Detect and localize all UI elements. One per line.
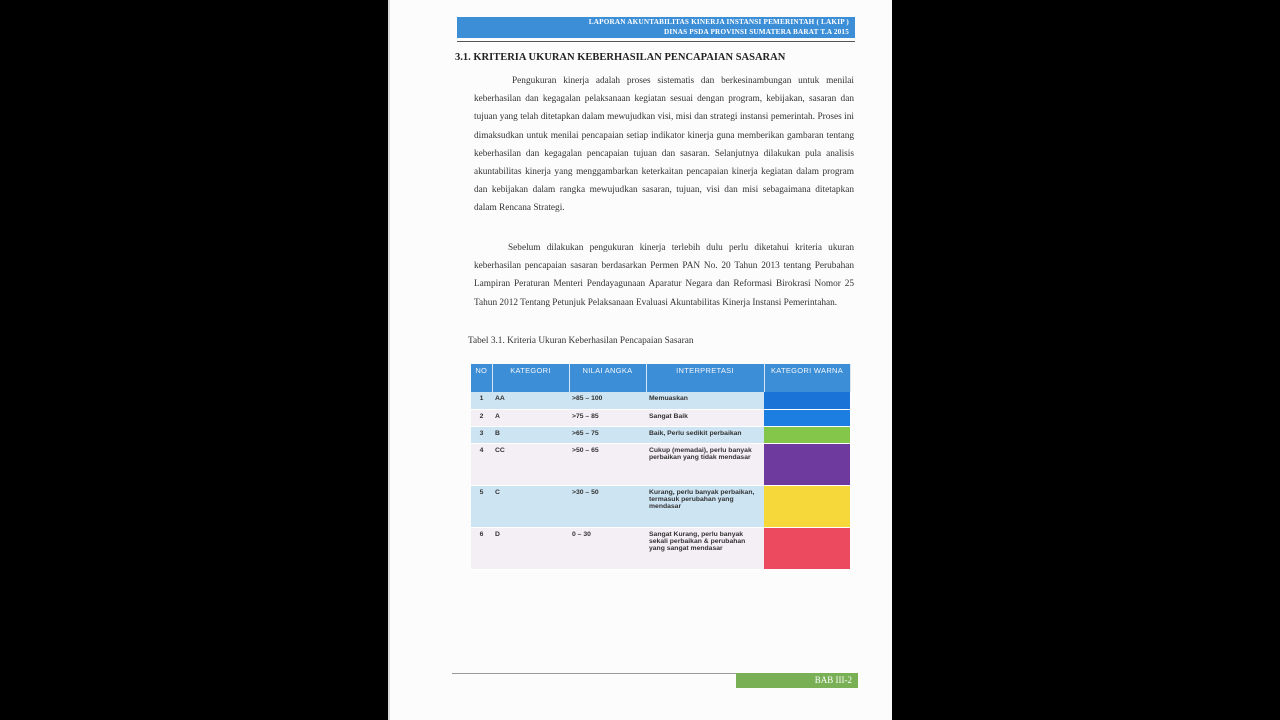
cell-color-swatch bbox=[764, 443, 850, 485]
cell-kategori: AA bbox=[492, 392, 569, 409]
cell-interpretasi: Kurang, perlu banyak perbaikan, termasuk perubahan yang mendasar bbox=[646, 485, 764, 527]
cell-color-swatch bbox=[764, 409, 850, 426]
cell-kategori: D bbox=[492, 527, 569, 569]
cell-interpretasi: Sangat Baik bbox=[646, 409, 764, 426]
cell-kategori: B bbox=[492, 426, 569, 443]
cell-color-swatch bbox=[764, 527, 850, 569]
header-no: NO bbox=[471, 364, 492, 392]
cell-interpretasi: Baik, Perlu sedikit perbaikan bbox=[646, 426, 764, 443]
cell-interpretasi: Cukup (memadai), perlu banyak perbaikan yang tidak mendasar bbox=[646, 443, 764, 485]
table-row bbox=[471, 527, 850, 569]
cell-color-swatch bbox=[764, 392, 850, 409]
cell-interpretasi: Memuaskan bbox=[646, 392, 764, 409]
cell-interpretasi: Sangat Kurang, perlu banyak sekali perbaikan & perubahan yang sangat mendasar bbox=[646, 527, 764, 569]
table-row bbox=[471, 485, 850, 527]
table-row bbox=[471, 443, 850, 485]
table-row bbox=[471, 392, 850, 409]
report-header-band bbox=[457, 17, 855, 38]
page-edge bbox=[388, 0, 390, 720]
cell-kategori: A bbox=[492, 409, 569, 426]
table-row bbox=[471, 426, 850, 443]
criteria-table bbox=[471, 364, 851, 570]
cell-no: 6 bbox=[471, 527, 492, 569]
table-header-row bbox=[471, 364, 850, 392]
chapter-page-label: BAB III-2 bbox=[736, 673, 858, 688]
cell-no: 5 bbox=[471, 485, 492, 527]
cell-no: 4 bbox=[471, 443, 492, 485]
cell-no: 3 bbox=[471, 426, 492, 443]
cell-nilai: >30 – 50 bbox=[569, 485, 646, 527]
cell-color-swatch bbox=[764, 485, 850, 527]
cell-nilai: >50 – 65 bbox=[569, 443, 646, 485]
paragraph-2: Sebelum dilakukan pengukuran kinerja terlebih dulu perlu diketahui kriteria ukuran keberhasilan pencapaian sasaran berdasarkan Permen PAN No. 20 Tahun 2013 tentang Perubahan Lampiran Peraturan Menteri Pendayagunaan Aparatur Negara dan Reformasi Birokrasi Nomor 25 Tahun 2012 Tentang Petunjuk Pelaksanaan Evaluasi Akuntabilitas Kinerja Instansi Pemerintahan. bbox=[474, 243, 854, 308]
cell-nilai: >85 – 100 bbox=[569, 392, 646, 409]
cell-nilai: >75 – 85 bbox=[569, 409, 646, 426]
header-nilai-angka: NILAI ANGKA bbox=[569, 364, 646, 392]
header-rule bbox=[457, 41, 855, 42]
cell-no: 1 bbox=[471, 392, 492, 409]
cell-color-swatch bbox=[764, 426, 850, 443]
header-kategori-warna: KATEGORI WARNA bbox=[764, 364, 850, 392]
header-line-1: LAPORAN AKUNTABILITAS KINERJA INSTANSI PEMERINTAH ( LAKIP ) bbox=[588, 18, 849, 26]
cell-nilai: >65 – 75 bbox=[569, 426, 646, 443]
table-caption: Tabel 3.1. Kriteria Ukuran Keberhasilan Pencapaian Sasaran bbox=[468, 336, 694, 346]
document-page bbox=[388, 0, 892, 720]
header-interpretasi: INTERPRETASI bbox=[646, 364, 764, 392]
table-row bbox=[471, 409, 850, 426]
paragraph-1: Pengukuran kinerja adalah proses sistematis dan berkesinambungan untuk menilai keberhasilan dan kegagalan pelaksanaan kegiatan sesuai dengan program, kebijakan, sasaran dan tujuan yang telah ditetapkan dalam mewujudkan visi, misi dan strategi instansi pemerintah. Proses ini dimaksudkan untuk menilai pencapaian setiap indikator kinerja guna memberikan gambaran tentang keberhasilan dan kegagalan pencapaian tujuan dan sasaran. Selanjutnya dilakukan pula analisis akuntabilitas kinerja yang menggambarkan keterkaitan pencapaian kinerja kegiatan dalam program dan kebijakan dalam rangka mewujudkan sasaran, tujuan, visi dan misi sebagaimana ditetapkan dalam Rencana Strategi. bbox=[474, 76, 854, 214]
header-line-2: DINAS PSDA PROVINSI SUMATERA BARAT T.A 2015 bbox=[663, 28, 849, 36]
cell-kategori: CC bbox=[492, 443, 569, 485]
header-kategori: KATEGORI bbox=[492, 364, 569, 392]
cell-nilai: 0 – 30 bbox=[569, 527, 646, 569]
cell-no: 2 bbox=[471, 409, 492, 426]
section-title: 3.1. KRITERIA UKURAN KEBERHASILAN PENCAPAIAN SASARAN bbox=[455, 52, 786, 63]
cell-kategori: C bbox=[492, 485, 569, 527]
